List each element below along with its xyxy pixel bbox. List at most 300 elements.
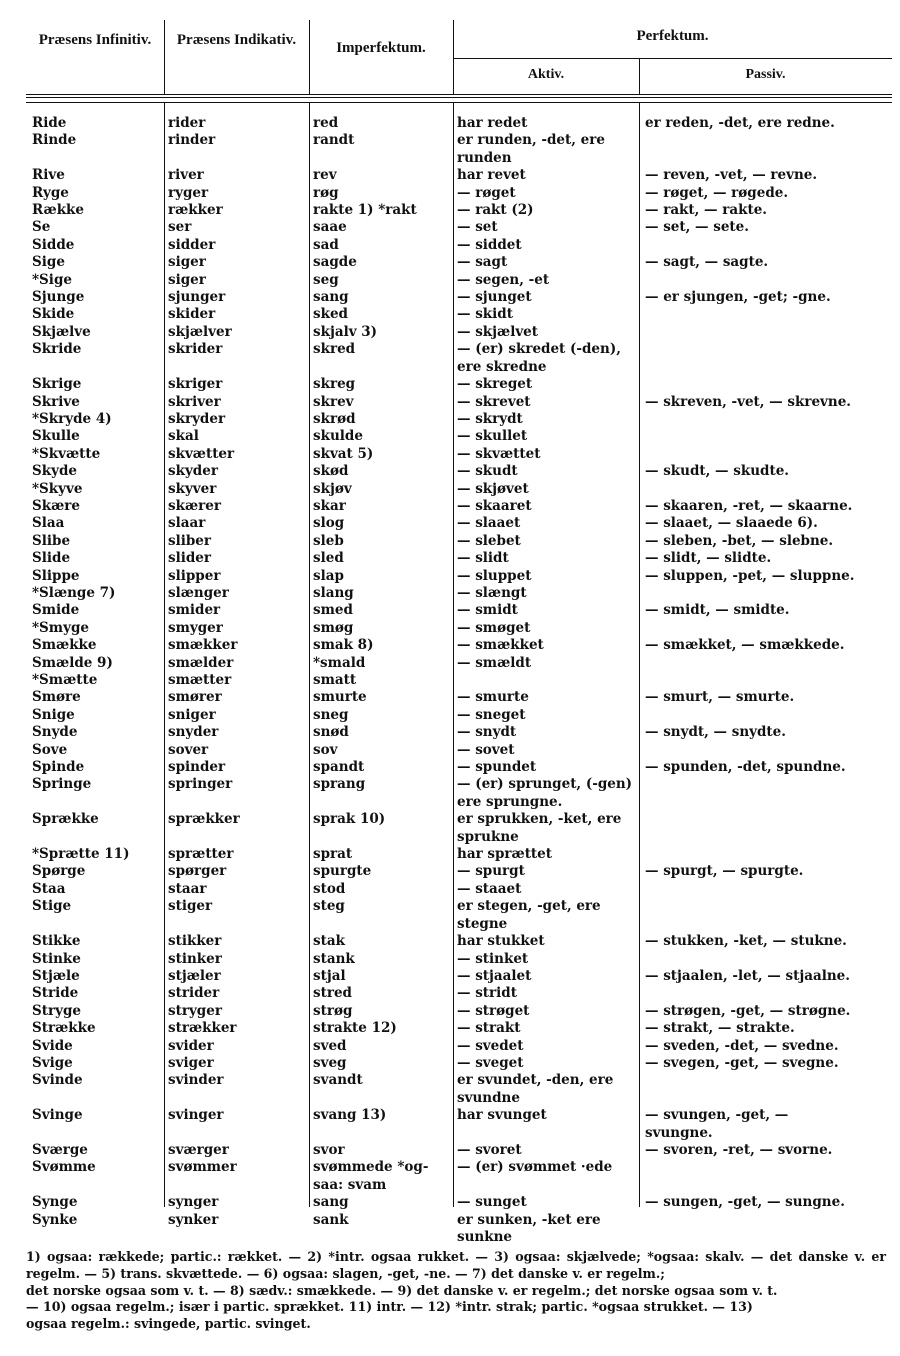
cell-imperfektum: sang [313,289,349,306]
table-row [26,898,892,933]
cell-passiv [639,707,859,724]
header-divider [164,20,165,94]
cell-aktiv: — skullet [457,428,528,445]
cell-aktiv: — sunget [457,1194,527,1211]
table-row [26,185,892,202]
table-row [26,202,892,219]
cell-aktiv [453,672,639,689]
cell-infinitiv: Smøre [32,689,81,706]
cell-indikativ: stikker [168,933,222,950]
table-row [26,968,892,985]
cell-indikativ: ryger [168,184,209,201]
cell-indikativ: synger [168,1194,219,1211]
table-row [26,498,892,515]
cell-imperfektum: skar [313,497,346,514]
table-row [26,394,892,411]
cell-indikativ: sliber [168,532,211,549]
cell-aktiv: — skrevet [457,393,531,410]
column-divider [639,103,640,1207]
cell-infinitiv: Synke [32,1211,78,1228]
cell-passiv: — sluppen, -pet, — sluppne. [645,567,855,584]
cell-infinitiv: Sværge [32,1141,88,1158]
table-body [26,115,892,1246]
cell-imperfektum: stod [313,880,346,897]
cell-aktiv: — stinket [457,950,529,967]
cell-imperfektum: rev [313,167,337,184]
cell-imperfektum: sprat [313,846,353,863]
cell-imperfektum: smurte [313,689,367,706]
cell-infinitiv: Svige [32,1054,73,1071]
cell-infinitiv: Slibe [32,532,71,549]
cell-infinitiv: Slaa [32,515,65,532]
cell-imperfektum: sprang [313,776,366,793]
cell-aktiv: — skudt [457,463,518,480]
cell-imperfektum: smøg [313,619,354,636]
cell-imperfektum: svang 13) [313,1107,387,1124]
cell-passiv: — reven, -vet, — revne. [645,167,818,184]
cell-imperfektum: slap [313,567,344,584]
cell-indikativ: stjæler [168,967,221,984]
table-row [26,846,892,863]
cell-aktiv: — strakt [457,1020,521,1037]
cell-imperfektum: svømmede *og-saa: svam [313,1159,429,1193]
cell-indikativ: skjælver [168,323,232,340]
cell-imperfektum: skjøv [313,480,352,497]
table-row [26,219,892,236]
cell-indikativ: sprætter [168,846,234,863]
cell-infinitiv: *Sprætte 11) [32,846,130,863]
cell-aktiv: — strøget [457,1002,530,1019]
header-aktiv: Aktiv. [527,67,565,82]
cell-passiv: — strakt, — strakte. [645,1020,795,1037]
cell-indikativ: slider [168,550,211,567]
cell-infinitiv: Sidde [32,236,75,253]
cell-passiv [639,811,859,846]
cell-passiv: — er sjungen, -get; -gne. [645,289,831,306]
cell-aktiv: — skaaret [457,497,532,514]
cell-infinitiv: Sove [32,741,68,758]
table-row [26,1072,892,1107]
cell-infinitiv: Sige [32,254,65,271]
cell-aktiv: — slaaet [457,515,521,532]
cell-indikativ: smider [168,602,221,619]
cell-aktiv: — svedet [457,1037,524,1054]
cell-indikativ: skal [168,428,199,445]
table-row [26,463,892,480]
cell-passiv: — spurgt, — spurgte. [645,863,804,880]
cell-indikativ: skyver [168,480,217,497]
cell-infinitiv: Slippe [32,567,80,584]
cell-aktiv: — skjælvet [457,323,538,340]
table-row [26,863,892,880]
cell-passiv [639,1212,859,1247]
cell-indikativ: svømmer [168,1159,237,1176]
cell-imperfektum: sad [313,236,339,253]
cell-imperfektum: steg [313,898,345,915]
table-row [26,1159,892,1194]
table-row [26,776,892,811]
cell-aktiv: — sneget [457,706,526,723]
cell-imperfektum: snød [313,724,349,741]
cell-passiv [639,898,859,933]
cell-passiv [639,951,859,968]
cell-imperfektum: randt [313,132,355,149]
cell-indikativ: stinker [168,950,222,967]
cell-passiv: — skudt, — skudte. [645,463,789,480]
cell-passiv: — rakt, — rakte. [645,202,767,219]
cell-aktiv: — (er) skredet (-den), ere skredne [457,341,626,375]
cell-indikativ: rider [168,115,206,131]
cell-infinitiv: Skulle [32,428,80,445]
cell-imperfektum: strøg [313,1002,353,1019]
cell-aktiv: — segen, -et [457,271,550,288]
cell-passiv [639,655,859,672]
double-rule [26,97,892,103]
cell-imperfektum: slog [313,515,345,532]
table-header [26,20,892,95]
table-row [26,689,892,706]
table-row [26,515,892,532]
cell-passiv: er reden, -det, ere redne. [645,115,835,131]
cell-indikativ: rækker [168,202,223,219]
cell-imperfektum: svandt [313,1072,363,1089]
cell-passiv: — svegen, -get, — svegne. [645,1054,839,1071]
table-row [26,881,892,898]
cell-imperfektum: sneg [313,706,349,723]
cell-indikativ: spinder [168,759,226,776]
cell-aktiv: — (er) svømmet ·ede [457,1159,613,1176]
cell-imperfektum: spandt [313,759,365,776]
cell-passiv [639,272,859,289]
cell-passiv: — smidt, — smidte. [645,602,790,619]
cell-aktiv: — smøget [457,619,531,636]
footnotes [26,1249,886,1333]
cell-indikativ: stiger [168,898,213,915]
table-row [26,341,892,376]
table-row [26,289,892,306]
cell-aktiv: — svoret [457,1141,522,1158]
table-row [26,672,892,689]
cell-indikativ: skriger [168,376,223,393]
table-row [26,550,892,567]
cell-indikativ: strækker [168,1020,237,1037]
cell-indikativ: slænger [168,584,229,601]
table-row [26,1020,892,1037]
cell-indikativ: skider [168,306,216,323]
cell-imperfektum: skred [313,341,356,358]
cell-indikativ: skryder [168,410,226,427]
table-row [26,637,892,654]
cell-imperfektum: strakte 12) [313,1020,397,1037]
cell-imperfektum: spurgte [313,863,372,880]
cell-infinitiv: Spørge [32,863,86,880]
cell-passiv: — slaaet, — slaaede 6). [645,515,818,532]
cell-infinitiv: *Smyge [32,619,89,636]
cell-passiv [639,481,859,498]
table-row [26,1038,892,1055]
cell-infinitiv: Skære [32,497,80,514]
cell-indikativ: river [168,167,204,184]
cell-imperfektum: skrød [313,410,356,427]
cell-indikativ: slipper [168,567,221,584]
cell-aktiv: — smækket [457,637,544,654]
cell-imperfektum: skreg [313,376,356,393]
cell-passiv: — sagt, — sagte. [645,254,769,271]
cell-passiv [639,446,859,463]
cell-aktiv: — smurte [457,689,529,706]
cell-indikativ: smælder [168,654,234,671]
table-row [26,707,892,724]
table-row [26,933,892,950]
footnote-line: 1) ogsaa: rækkede; partic.: rækket. — 2) *intr. ogsaa rukket. — 3) ogsaa: skjælvede; *ogsaa: skalv. — det danske v. er regelm. — 5) trans. skvættede. — 6) ogsaa: slagen, -get, -ne. — 7) det danske v. er regelm.; [26,1249,886,1281]
table-row [26,811,892,846]
cell-passiv [639,672,859,689]
cell-aktiv: — sagt [457,254,508,271]
cell-indikativ: siger [168,271,206,288]
cell-infinitiv: Ride [32,115,67,131]
cell-indikativ: snyder [168,724,219,741]
cell-imperfektum: svor [313,1141,345,1158]
cell-imperfektum: skød [313,463,349,480]
cell-passiv [639,620,859,637]
footnote-line: ogsaa regelm.: svingede, partic. svinget. [26,1316,311,1332]
cell-imperfektum: *smald [313,654,366,671]
cell-indikativ: skvætter [168,445,235,462]
cell-aktiv: — spurgt [457,863,525,880]
cell-indikativ: smækker [168,637,238,654]
cell-imperfektum: red [313,115,339,131]
cell-aktiv: — sveget [457,1054,524,1071]
cell-passiv [639,306,859,323]
cell-passiv: — smækket, — smækkede. [645,637,845,654]
cell-aktiv: — spundet [457,759,537,776]
cell-aktiv: er runden, -det, ere runden [457,132,610,166]
cell-passiv [639,411,859,428]
cell-passiv: — stjaalen, -let, — stjaalne. [645,967,850,984]
cell-passiv: — set, — sete. [645,219,749,236]
cell-aktiv: er stegen, -get, ere stegne [457,898,606,932]
cell-infinitiv: Skjælve [32,323,91,340]
cell-passiv: — svoren, -ret, — svorne. [645,1141,833,1158]
table-row [26,742,892,759]
header-imperfektum: Imperfektum. [336,40,426,56]
cell-indikativ: slaar [168,515,206,532]
cell-aktiv: — staaet [457,880,522,897]
cell-aktiv: — slebet [457,532,521,549]
cell-imperfektum: sov [313,741,338,758]
cell-passiv: — snydt, — snydte. [645,724,786,741]
table-row [26,237,892,254]
cell-aktiv: — skreget [457,376,533,393]
cell-aktiv: — røget [457,184,516,201]
cell-passiv: — røget, — røgede. [645,184,789,201]
cell-infinitiv: Springe [32,776,92,793]
header-praesens-infinitiv: Præsens Infinitiv. [38,32,152,48]
cell-infinitiv: Staa [32,880,66,897]
cell-imperfektum: sked [313,306,348,323]
cell-imperfektum: skrev [313,393,354,410]
cell-aktiv: — smidt [457,602,518,619]
cell-indikativ: spørger [168,863,227,880]
cell-indikativ: sprækker [168,811,240,828]
cell-imperfektum: skvat 5) [313,445,374,462]
cell-infinitiv: Smække [32,637,97,654]
cell-infinitiv: Spinde [32,759,85,776]
cell-indikativ: rinder [168,132,216,149]
cell-infinitiv: *Sige [32,271,72,288]
cell-aktiv: — smældt [457,654,532,671]
cell-indikativ: svinger [168,1107,224,1124]
cell-infinitiv: Svømme [32,1159,96,1176]
cell-aktiv: — siddet [457,236,522,253]
cell-indikativ: svider [168,1037,214,1054]
cell-aktiv: — (er) sprunget, (-gen) ere sprungne. [457,776,637,810]
cell-indikativ: skærer [168,497,221,514]
cell-passiv: — smurt, — smurte. [645,689,795,706]
cell-passiv: — sungen, -get, — sungne. [645,1194,845,1211]
cell-infinitiv: Strække [32,1020,96,1037]
verb-table [26,20,892,1246]
cell-aktiv: — set [457,219,498,236]
cell-infinitiv: Snige [32,706,75,723]
cell-passiv: — sleben, -bet, — slebne. [645,532,834,549]
cell-aktiv: har sprættet [457,846,552,863]
table-row [26,951,892,968]
header-praesens-indikativ: Præsens Indikativ. [176,32,297,48]
cell-infinitiv: *Slænge 7) [32,584,116,601]
cell-aktiv: — skjøvet [457,480,529,497]
cell-passiv [639,776,859,811]
cell-aktiv: — skrydt [457,410,523,427]
cell-infinitiv: Sjunge [32,289,85,306]
cell-passiv: — spunden, -det, spundne. [645,759,846,776]
table-row [26,428,892,445]
cell-infinitiv: Smælde 9) [32,654,113,671]
cell-imperfektum: saae [313,219,347,236]
table-row [26,620,892,637]
cell-passiv [639,376,859,393]
table-row [26,759,892,776]
cell-infinitiv: Sprække [32,811,99,828]
table-row [26,411,892,428]
cell-aktiv: — skvættet [457,445,541,462]
cell-indikativ: sjunger [168,289,226,306]
cell-imperfektum: sleb [313,532,344,549]
cell-passiv [639,132,859,167]
cell-aktiv: — skidt [457,306,513,323]
header-passiv: Passiv. [745,67,786,82]
table-row [26,306,892,323]
table-row [26,115,892,132]
cell-indikativ: sviger [168,1054,214,1071]
cell-indikativ: skyder [168,463,218,480]
cell-passiv: — svungen, -get, — svungne. [645,1107,793,1141]
cell-indikativ: smyger [168,619,223,636]
cell-infinitiv: Svide [32,1037,73,1054]
cell-imperfektum: rakte 1) *rakt [313,202,417,219]
cell-aktiv: har revet [457,167,526,184]
cell-aktiv: — sovet [457,741,515,758]
table-row [26,167,892,184]
cell-infinitiv: Række [32,202,84,219]
table-row [26,602,892,619]
cell-imperfektum: røg [313,184,339,201]
cell-infinitiv: Svinge [32,1107,83,1124]
cell-infinitiv: *Smætte [32,672,98,688]
cell-aktiv: — slængt [457,584,527,601]
cell-indikativ: springer [168,776,233,793]
cell-imperfektum: stank [313,950,355,967]
header-subline [453,58,892,59]
cell-infinitiv: Skride [32,341,82,358]
table-row [26,585,892,602]
cell-passiv [639,881,859,898]
cell-passiv [639,341,859,376]
cell-aktiv: — stjaalet [457,967,532,984]
cell-infinitiv: Ryge [32,184,69,201]
cell-passiv: — skaaren, -ret, — skaarne. [645,497,853,514]
table-row [26,132,892,167]
cell-passiv [639,846,859,863]
cell-infinitiv: Stikke [32,933,81,950]
column-divider [164,103,165,1207]
cell-aktiv: har svunget [457,1107,547,1124]
cell-infinitiv: *Skvætte [32,445,101,462]
cell-infinitiv: Skrive [32,393,80,410]
header-divider [453,20,454,94]
cell-infinitiv: Stige [32,898,72,915]
cell-indikativ: ser [168,219,192,236]
cell-imperfektum: seg [313,271,339,288]
cell-imperfektum: sled [313,550,344,567]
cell-imperfektum: smak 8) [313,637,374,654]
table-row [26,1107,892,1142]
cell-indikativ: synker [168,1211,219,1228]
cell-passiv [639,1159,859,1194]
cell-aktiv: — rakt (2) [457,202,534,219]
cell-imperfektum: sprak 10) [313,811,386,828]
header-divider [309,20,310,94]
cell-passiv [639,1072,859,1107]
cell-infinitiv: *Skryde 4) [32,410,112,427]
cell-aktiv: er sunken, -ket ere sunkne [457,1211,606,1245]
cell-passiv: — skreven, -vet, — skrevne. [645,393,851,410]
cell-indikativ: siger [168,254,206,271]
cell-indikativ: sidder [168,236,216,253]
footnote-line: — 10) ogsaa regelm.; især i partic. sprækket. 11) intr. — 12) *intr. strak; partic. *ogsaa strukket. — 13) [26,1299,753,1315]
cell-indikativ: staar [168,880,207,897]
table-row [26,446,892,463]
cell-infinitiv: Slide [32,550,71,567]
table-row [26,1055,892,1072]
table-row [26,254,892,271]
cell-imperfektum: sveg [313,1054,347,1071]
cell-indikativ: sniger [168,706,216,723]
cell-imperfektum: sank [313,1211,349,1228]
cell-aktiv: er sprukken, -ket, ere sprukne [457,811,627,845]
table-row [26,1142,892,1159]
cell-passiv: — strøgen, -get, — strøgne. [645,1002,851,1019]
table-row [26,481,892,498]
table-row [26,376,892,393]
cell-passiv [639,237,859,254]
cell-passiv: — stukken, -ket, — stukne. [645,933,847,950]
cell-infinitiv: Stride [32,985,79,1002]
table-row [26,724,892,741]
cell-aktiv: — slidt [457,550,509,567]
cell-infinitiv: Skrige [32,376,82,393]
table-row [26,1003,892,1020]
